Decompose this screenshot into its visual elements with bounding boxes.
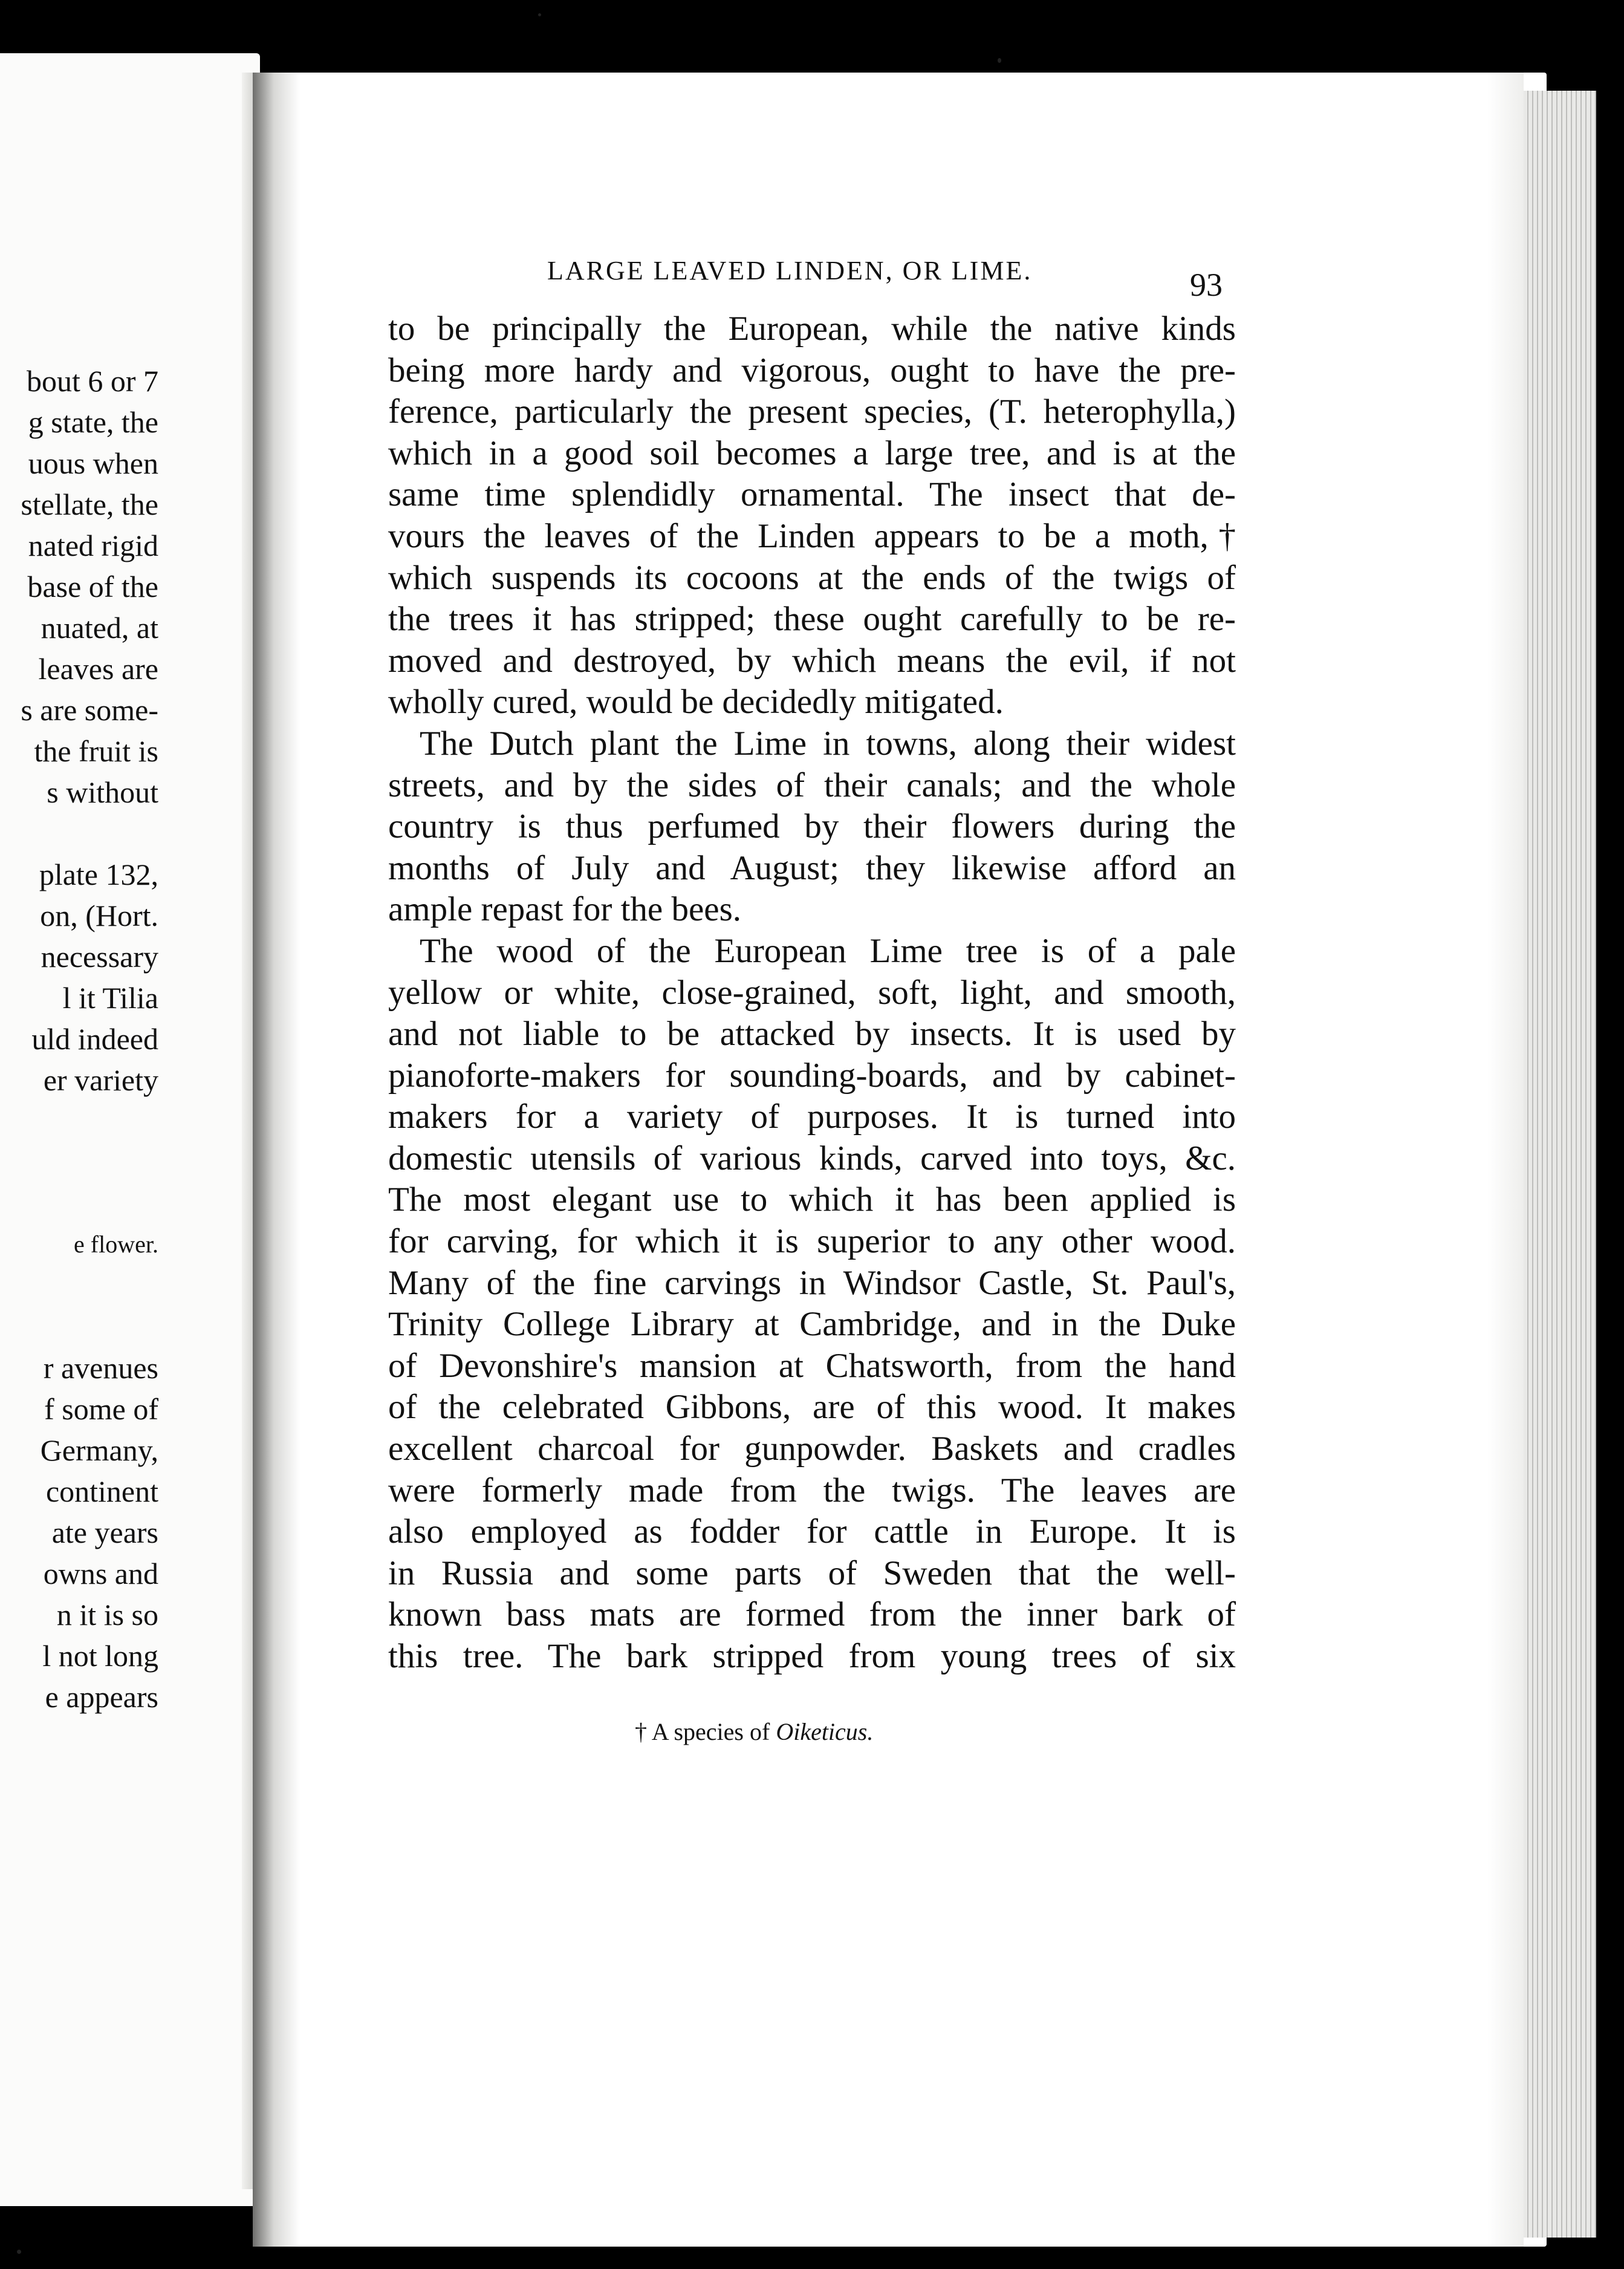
left-page: [0, 53, 260, 2206]
text-line: The wood of the European Lime tree is of a pale: [420, 931, 1236, 970]
text-line: Trinity College Library at Cambridge, and in the Duke: [388, 1305, 1236, 1344]
footnote-text: † A species of: [635, 1718, 770, 1745]
text-line: which suspends its cocoons at the ends of the twigs of: [388, 558, 1236, 597]
page-number: 93: [1190, 267, 1223, 303]
left-line: s are some-: [21, 693, 158, 727]
text-line: in Russia and some parts of Sweden that the well-: [388, 1554, 1236, 1592]
left-line: g state, the: [28, 405, 158, 439]
left-line: [1, 1183, 158, 1224]
text-line: the trees it has stripped; these ought carefully to be re-: [388, 600, 1236, 639]
text-line: streets, and by the sides of their canals; and the whole: [388, 766, 1236, 804]
text-line: ample repast for the bees.: [388, 890, 741, 929]
left-line: [1, 1142, 158, 1183]
left-page-text: [1, 360, 158, 1717]
text-line: makers for a variety of purposes. It is turned into: [388, 1098, 1236, 1136]
left-line: owns and: [43, 1557, 158, 1590]
left-line: bout 6 or 7: [26, 364, 158, 398]
left-line: uous when: [28, 446, 158, 480]
left-line: ate years: [51, 1515, 158, 1549]
text-line: The Dutch plant the Lime in towns, along their widest: [420, 724, 1236, 763]
text-line: to be principally the European, while the native kinds: [388, 310, 1236, 348]
text-line: vours the leaves of the Linden appears to be a moth,†: [388, 516, 1236, 555]
left-line: uld indeed: [31, 1022, 158, 1056]
text-line: months of July and August; they likewise afford an: [388, 848, 1236, 887]
page-edge: [1487, 73, 1524, 2247]
scan-speck: [538, 13, 541, 16]
text-line: country is thus perfumed by their flowers during the: [388, 807, 1236, 846]
left-line: [1, 1306, 158, 1347]
text-line: excellent charcoal for gunpowder. Baskets and cradles: [388, 1430, 1236, 1468]
left-line: e appears: [45, 1680, 158, 1714]
text-line: domestic utensils of various kinds, carved into toys, &c.: [388, 1139, 1236, 1177]
left-line: stellate, the: [21, 487, 158, 521]
text-line: of the celebrated Gibbons, are of this wood. It makes: [388, 1388, 1236, 1427]
text-line: and not liable to be attacked by insects. It is used by: [388, 1015, 1236, 1053]
left-line: necessary: [41, 940, 158, 974]
text-line: this tree. The bark stripped from young trees of six: [388, 1637, 1236, 1675]
text-line: moved and destroyed, by which means the evil, if not: [388, 641, 1236, 680]
scan-speck: [998, 58, 1001, 63]
left-line: nated rigid: [28, 529, 158, 562]
left-line: l not long: [42, 1639, 158, 1673]
left-line: continent: [45, 1474, 158, 1508]
text-line: known bass mats are formed from the inner bark of: [388, 1595, 1236, 1634]
text-line: were formerly made from the twigs. The leaves are: [388, 1471, 1236, 1509]
left-line: s without: [47, 775, 158, 809]
running-head: LARGE LEAVED LINDEN, OR LIME.: [547, 256, 1033, 285]
left-line: [1, 1101, 158, 1142]
text-line: for carving, for which it is superior to any other wood.: [388, 1222, 1236, 1261]
left-line: [1, 1265, 158, 1306]
text-line: ference, particularly the present species, (T. heterophylla,): [388, 392, 1236, 431]
left-line: Germany,: [40, 1433, 158, 1467]
text-line: also employed as fodder for cattle in Europe. It is: [388, 1512, 1236, 1551]
fore-edge: [1524, 91, 1596, 2238]
left-line: r avenues: [43, 1351, 158, 1385]
left-line: n it is so: [56, 1598, 158, 1632]
left-line: plate 132,: [39, 858, 158, 891]
left-line: nuated, at: [41, 611, 158, 645]
text-line: which in a good soil becomes a large tree, and is at the: [388, 434, 1236, 472]
text-line: The most elegant use to which it has been applied is: [388, 1180, 1236, 1219]
text-line: pianoforte-makers for sounding-boards, and by cabinet-: [388, 1056, 1236, 1095]
left-line: leaves are: [38, 652, 158, 686]
left-line: f some of: [44, 1392, 158, 1426]
text-line: of Devonshire's mansion at Chatsworth, from the hand: [388, 1346, 1236, 1385]
left-line: the fruit is: [34, 734, 158, 768]
footnote-genus: Oiketicus.: [776, 1718, 874, 1745]
text-line: Many of the fine carvings in Windsor Castle, St. Paul's,: [388, 1263, 1236, 1302]
spine-shadow: [253, 73, 300, 2247]
left-line: [1, 813, 158, 854]
body-text: [388, 308, 1236, 1678]
left-line-caption: e flower.: [74, 1231, 158, 1258]
text-line: wholly cured, would be decidedly mitigated.: [388, 683, 1004, 721]
left-line: base of the: [27, 570, 158, 604]
footnote: [635, 1717, 873, 1746]
scan-speck: [17, 2250, 21, 2254]
left-line: er variety: [43, 1063, 158, 1097]
text-line: same time splendidly ornamental. The insect that de-: [388, 475, 1236, 514]
text-line: being more hardy and vigorous, ought to have the pre-: [388, 351, 1236, 389]
text-line: yellow or white, close-grained, soft, light, and smooth,: [388, 973, 1236, 1012]
left-line: on, (Hort.: [40, 899, 158, 933]
left-line: l it Tilia: [62, 981, 158, 1015]
